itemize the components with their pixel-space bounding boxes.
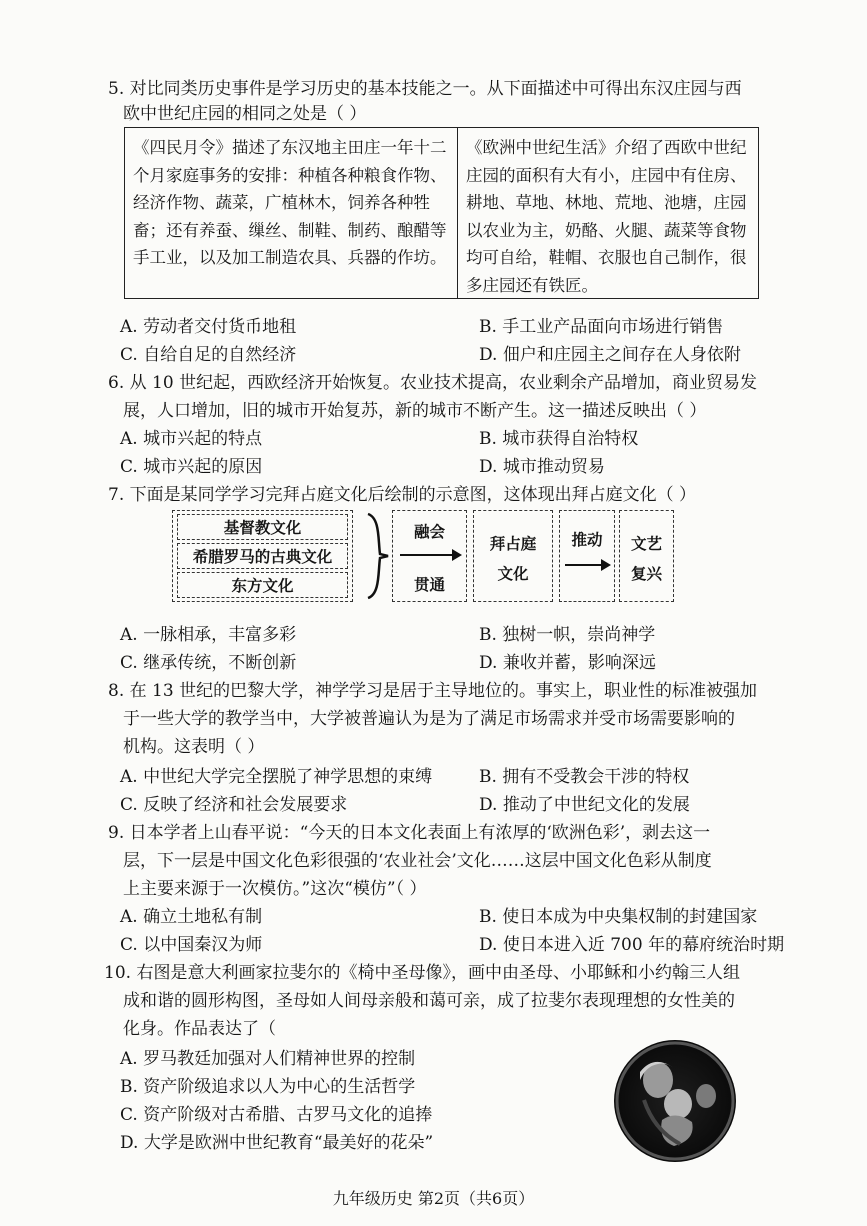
q7-arrow2-frame (559, 510, 615, 602)
q10-option-a[interactable]: A. 罗马教廷加强对人们精神世界的控制 (120, 1049, 416, 1069)
q7-center-frame (473, 510, 553, 602)
q7-flow-diagram (172, 510, 674, 602)
q5-comparison-table (124, 127, 759, 299)
q7-option-d[interactable]: D. 兼收并蓄，影响深远 (479, 653, 656, 673)
q7-source-christian: 基督教文化 (177, 514, 348, 540)
q8-stem-line2: 于一些大学的教学当中，大学被普遍认为是为了满足市场需求并受市场需要影响的 (123, 709, 735, 729)
q5-table-right-cell: 《欧洲中世纪生活》介绍了西欧中世纪庄园的面积有大有小，庄园中有住房、耕地、草地、林地、荒地、池塘，庄园以农业为主，奶酪、火腿、蔬菜等食物均可自给，鞋帽、衣服也自己制作，很多庄园还有铁匠。 (466, 138, 747, 295)
q10-stem-line1: 10. 右图是意大利画家拉斐尔的《椅中圣母像》，画中由圣母、小耶稣和小约翰三人组 (104, 963, 740, 983)
q7-arrow1-icon (400, 548, 462, 562)
q7-option-b[interactable]: B. 独树一帜，崇尚神学 (479, 625, 656, 645)
q10-option-d[interactable]: D. 大学是欧洲中世纪教育“最美好的花朵” (120, 1133, 434, 1153)
q10-stem-line3: 化身。作品表达了（ (123, 1019, 276, 1039)
q10-option-c[interactable]: C. 资产阶级对古希腊、古罗马文化的追捧 (120, 1105, 433, 1125)
q7-arrow1-bottom-label: 贯通 (413, 575, 445, 594)
q7-option-a[interactable]: A. 一脉相承，丰富多彩 (120, 625, 297, 645)
q5-option-a[interactable]: A. 劳动者交付货币地租 (120, 317, 297, 337)
q9-stem-line2: 层，下一层是中国文化色彩很强的‘农业社会’文化……这层中国文化色彩从制度 (123, 851, 712, 871)
madonna-della-seggiola-image (614, 1040, 736, 1162)
q7-arrow2-label: 推动 (571, 530, 603, 549)
q6-option-b[interactable]: B. 城市获得自治特权 (479, 429, 639, 449)
q7-stem-line1: 7. 下面是某同学学习完拜占庭文化后绘制的示意图，这体现出拜占庭文化（ ） (108, 485, 697, 505)
q7-arrow2-icon (565, 558, 611, 572)
q9-option-b[interactable]: B. 使日本成为中央集权制的封建国家 (479, 907, 758, 927)
q8-stem-line3: 机构。这表明（ ） (123, 737, 265, 757)
q9-stem-line1: 9. 日本学者上山春平说：“今天的日本文化表面上有浓厚的‘欧洲色彩’，剥去这一 (108, 823, 711, 843)
q8-option-a[interactable]: A. 中世纪大学完全摆脱了神学思想的束缚 (120, 767, 433, 787)
q5-option-b[interactable]: B. 手工业产品面向市场进行销售 (479, 317, 724, 337)
q6-stem-line1: 6. 从 10 世纪起，西欧经济开始恢复。农业技术提高，农业剩余产品增加，商业贸易发 (108, 373, 758, 393)
q5-option-c[interactable]: C. 自给自足的自然经济 (120, 345, 297, 365)
q9-option-c[interactable]: C. 以中国秦汉为师 (120, 935, 263, 955)
q7-center-bottom: 文化 (497, 564, 529, 583)
page-footer: 九年级历史 第2页（共6页） (332, 1189, 535, 1208)
q7-brace-icon (362, 510, 394, 602)
q7-center-top: 拜占庭 (489, 534, 537, 553)
q5-stem-line1: 5. 对比同类历史事件是学习历史的基本技能之一。从下面描述中可得出东汉庄园与西 (108, 79, 742, 99)
q7-arrow1-top-label: 融会 (413, 522, 445, 541)
q7-result-bottom: 复兴 (630, 564, 662, 583)
q6-stem-line2: 展，人口增加，旧的城市开始复苏，新的城市不断产生。这一描述反映出（ ） (123, 401, 707, 421)
q5-option-d[interactable]: D. 佃户和庄园主之间存在人身依附 (479, 345, 741, 365)
q8-stem-line1: 8. 在 13 世纪的巴黎大学，神学学习是居于主导地位的。事实上，职业性的标准被强加 (108, 681, 758, 701)
q10-option-b[interactable]: B. 资产阶级追求以人为中心的生活哲学 (120, 1077, 416, 1097)
q5-stem-line2: 欧中世纪庄园的相同之处是（ ） (123, 104, 367, 124)
q8-option-c[interactable]: C. 反映了经济和社会发展要求 (120, 795, 348, 815)
q10-stem-line2: 成和谐的圆形构图，圣母如人间母亲般和蔼可亲，成了拉斐尔表现理想的女性美的 (123, 991, 735, 1011)
q7-source-greco-roman: 希腊罗马的古典文化 (177, 543, 348, 569)
q7-result-top: 文艺 (630, 534, 662, 553)
q9-stem-line3: 上主要来源于一次模仿。”这次“模仿”（ ） (123, 879, 427, 899)
q7-source-eastern: 东方文化 (177, 572, 348, 598)
q6-option-c[interactable]: C. 城市兴起的原因 (120, 457, 263, 477)
q8-option-d[interactable]: D. 推动了中世纪文化的发展 (479, 795, 690, 815)
q8-option-b[interactable]: B. 拥有不受教会干涉的特权 (479, 767, 690, 787)
q7-option-c[interactable]: C. 继承传统，不断创新 (120, 653, 297, 673)
q6-option-d[interactable]: D. 城市推动贸易 (479, 457, 605, 477)
q5-table-left-cell: 《四民月令》描述了东汉地主田庄一年十二个月家庭事务的安排：种植各种粮食作物、经济作物、蔬菜，广植林木，饲养各种牲畜；还有养蚕、缫丝、制鞋、制药、酿醋等手工业，以及加工制造农具、兵器的作坊。 (125, 128, 458, 298)
q6-option-a[interactable]: A. 城市兴起的特点 (120, 429, 263, 449)
q9-option-d[interactable]: D. 使日本进入近 700 年的幕府统治时期 (479, 935, 785, 955)
q7-result-frame (619, 510, 674, 602)
q9-option-a[interactable]: A. 确立土地私有制 (120, 907, 263, 927)
